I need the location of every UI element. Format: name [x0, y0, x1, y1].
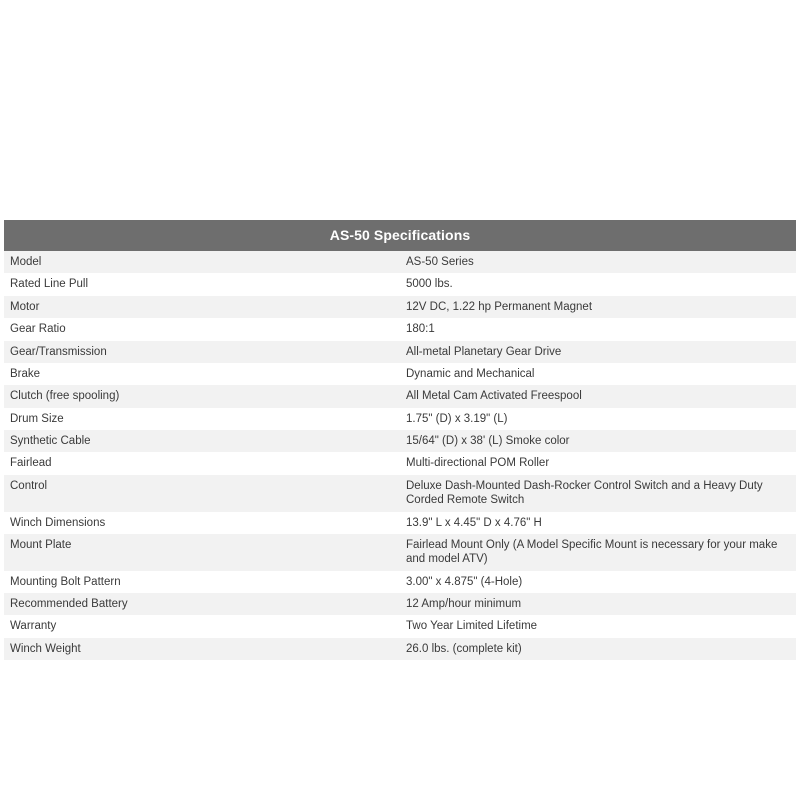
row-value: 12V DC, 1.22 hp Permanent Magnet [400, 296, 796, 318]
row-value: 5000 lbs. [400, 273, 796, 295]
table-row [4, 296, 796, 318]
table-row [4, 615, 796, 637]
table-body [4, 251, 796, 660]
specifications-table [4, 220, 796, 660]
row-label: Winch Weight [4, 638, 400, 660]
table-row [4, 430, 796, 452]
row-value: AS-50 Series [400, 251, 796, 273]
row-label: Gear/Transmission [4, 341, 400, 363]
table-row [4, 363, 796, 385]
table-row [4, 385, 796, 407]
row-label: Gear Ratio [4, 318, 400, 340]
row-label: Synthetic Cable [4, 430, 400, 452]
row-label: Fairlead [4, 452, 400, 474]
table-row [4, 408, 796, 430]
row-value: 12 Amp/hour minimum [400, 593, 796, 615]
table-row [4, 512, 796, 534]
table-row [4, 273, 796, 295]
table-row [4, 571, 796, 593]
row-label: Warranty [4, 615, 400, 637]
row-value: Fairlead Mount Only (A Model Specific Mount is necessary for your make and model ATV) [400, 534, 796, 571]
row-label: Mounting Bolt Pattern [4, 571, 400, 593]
table-title-row [4, 220, 796, 251]
row-value: Two Year Limited Lifetime [400, 615, 796, 637]
table-row [4, 638, 796, 660]
table-row [4, 593, 796, 615]
table-header [4, 220, 796, 251]
table-row [4, 318, 796, 340]
row-value: 3.00" x 4.875" (4-Hole) [400, 571, 796, 593]
row-label: Model [4, 251, 400, 273]
row-value: All Metal Cam Activated Freespool [400, 385, 796, 407]
table-row [4, 534, 796, 571]
row-value: 13.9" L x 4.45" D x 4.76" H [400, 512, 796, 534]
row-value: 180:1 [400, 318, 796, 340]
row-label: Recommended Battery [4, 593, 400, 615]
row-label: Rated Line Pull [4, 273, 400, 295]
row-label: Drum Size [4, 408, 400, 430]
row-value: All-metal Planetary Gear Drive [400, 341, 796, 363]
row-label: Brake [4, 363, 400, 385]
row-label: Clutch (free spooling) [4, 385, 400, 407]
row-value: Multi-directional POM Roller [400, 452, 796, 474]
row-label: Mount Plate [4, 534, 400, 571]
row-value: 1.75" (D) x 3.19" (L) [400, 408, 796, 430]
table-row [4, 475, 796, 512]
table-row [4, 251, 796, 273]
row-label: Motor [4, 296, 400, 318]
row-value: Deluxe Dash-Mounted Dash-Rocker Control Switch and a Heavy Duty Corded Remote Switch [400, 475, 796, 512]
table-row [4, 341, 796, 363]
row-value: Dynamic and Mechanical [400, 363, 796, 385]
row-value: 26.0 lbs. (complete kit) [400, 638, 796, 660]
row-label: Winch Dimensions [4, 512, 400, 534]
row-label: Control [4, 475, 400, 512]
row-value: 15/64" (D) x 38' (L) Smoke color [400, 430, 796, 452]
table-row [4, 452, 796, 474]
table-title: AS-50 Specifications [4, 220, 796, 251]
